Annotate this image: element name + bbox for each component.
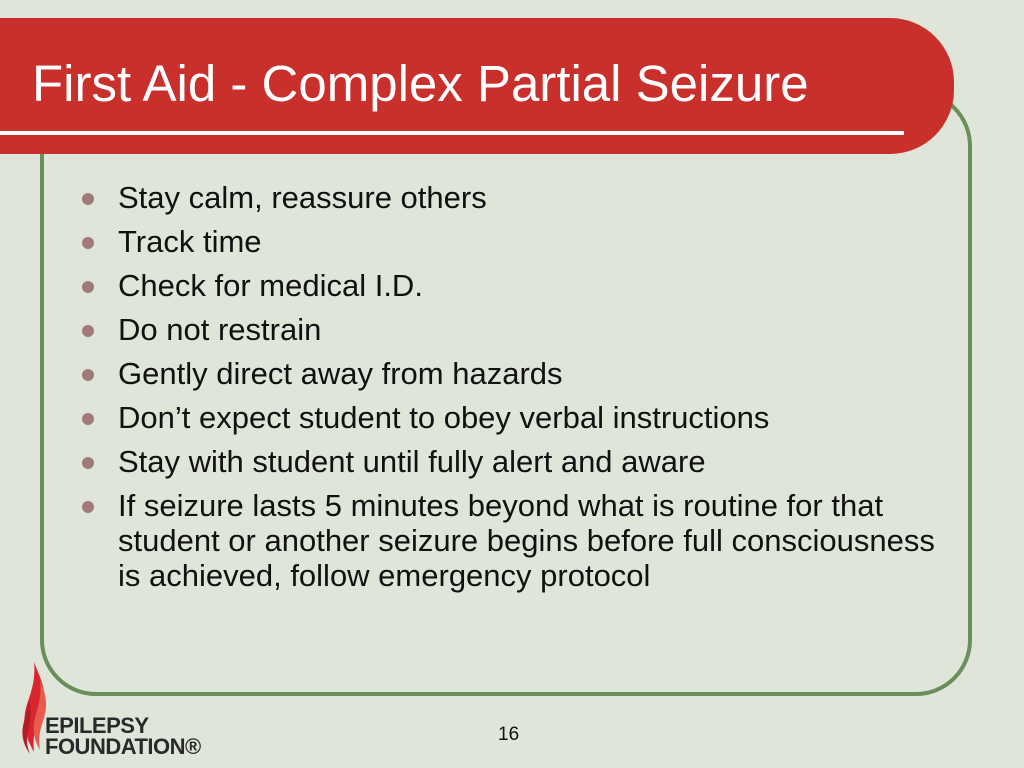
title-underline [0,131,904,135]
bullet-item [78,180,948,215]
bullet-item [78,488,948,593]
bullet-dot-icon [82,281,94,293]
bullet-item [78,356,948,391]
bullet-dot-icon [82,325,94,337]
bullet-dot-icon [82,457,94,469]
logo-text-line1: EPILEPSY [45,713,149,738]
bullet-item [78,400,948,435]
bullet-item [78,312,948,347]
bullet-dot-icon [82,193,94,205]
bullet-dot-icon [82,237,94,249]
bullet-text: Don’t expect student to obey verbal instructions [118,400,770,435]
bullet-text: Check for medical I.D. [118,268,423,303]
logo-text-line2: FOUNDATION® [45,734,201,759]
bullet-text: If seizure lasts 5 minutes beyond what is routine for that student or another seizure begins before full consciousness is achieved, follow emergency protocol [118,488,935,593]
bullet-list [78,180,948,602]
bullet-text: Stay with student until fully alert and aware [118,444,706,479]
bullet-item [78,268,948,303]
bullet-dot-icon [82,501,94,513]
page-number: 16 [498,724,520,745]
bullet-text: Do not restrain [118,312,322,347]
bullet-text: Track time [118,224,262,259]
bullet-text: Stay calm, reassure others [118,180,487,215]
bullet-item [78,224,948,259]
slide-title: First Aid - Complex Partial Seizure [32,55,809,112]
bullet-dot-icon [82,413,94,425]
bullet-dot-icon [82,369,94,381]
bullet-item [78,444,948,479]
epilepsy-foundation-logo [18,660,201,760]
bullet-text: Gently direct away from hazards [118,356,563,391]
